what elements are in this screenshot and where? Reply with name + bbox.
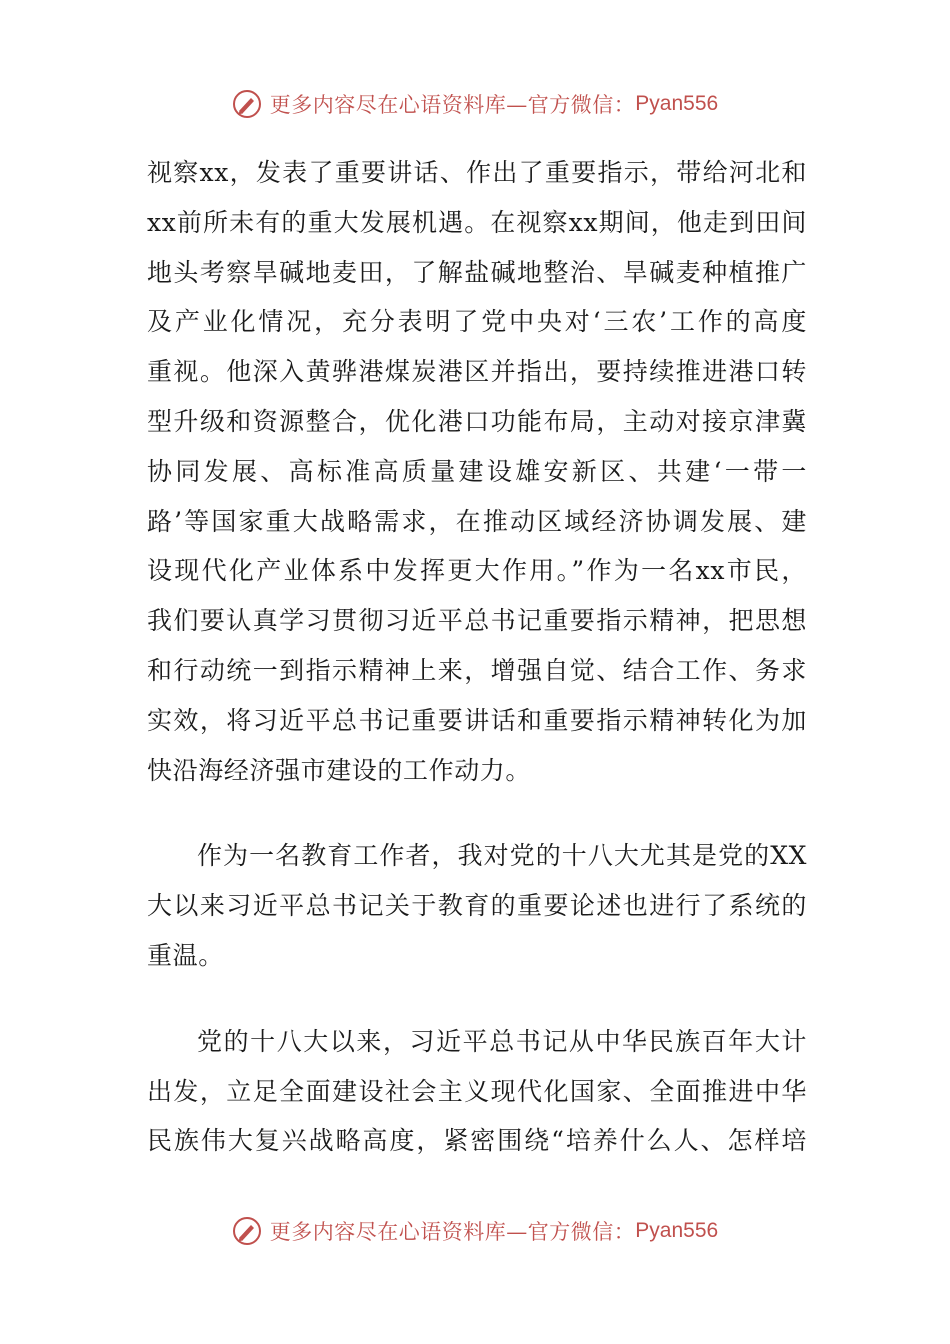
pen-logo-icon <box>232 89 262 119</box>
text-line: xx前所未有的重大发展机遇。在视察xx期间，他走到田间 <box>147 207 807 237</box>
text-line: 路’等国家重大战略需求，在推动区域经济协调发展、建 <box>147 506 807 536</box>
footer-watermark <box>0 1211 950 1251</box>
text-line: 党的十八大以来，习近平总书记从中华民族百年大计 <box>197 1026 807 1056</box>
watermark-handle: Pyan556 <box>635 1219 719 1242</box>
watermark-text: 更多内容尽在心语资料库—官方微信： <box>269 1220 636 1244</box>
header-watermark <box>0 84 950 124</box>
watermark-text: 更多内容尽在心语资料库—官方微信： <box>269 93 636 117</box>
text-line: 大以来习近平总书记关于教育的重要论述也进行了系统的 <box>147 891 807 921</box>
text-line: 型升级和资源整合，优化港口功能布局，主动对接京津冀 <box>147 406 807 436</box>
text-line: 出发，立足全面建设社会主义现代化国家、全面推进中华 <box>147 1076 807 1106</box>
paragraph-3 <box>147 1017 807 1166</box>
text-line: 协同发展、高标准高质量建设雄安新区、共建‘一带一 <box>147 456 807 486</box>
text-line: 作为一名教育工作者，我对党的十八大尤其是党的XX <box>197 841 807 871</box>
text-line: 重视。他深入黄骅港煤炭港区并指出，要持续推进港口转 <box>147 357 807 387</box>
text-line: 我们要认真学习贯彻习近平总书记重要指示精神，把思想 <box>147 606 807 636</box>
text-line: 民族伟大复兴战略高度，紧密围绕“培养什么人、怎样培 <box>147 1126 807 1156</box>
paragraph-1 <box>147 148 807 795</box>
text-line: 重温。 <box>147 940 224 970</box>
document-body <box>147 148 807 1166</box>
text-line: 实效，将习近平总书记重要讲话和重要指示精神转化为加 <box>147 705 807 735</box>
text-line: 和行动统一到指示精神上来，增强自觉、结合工作、务求 <box>147 655 807 685</box>
text-line: 地头考察旱碱地麦田，了解盐碱地整治、旱碱麦种植推广 <box>147 257 807 287</box>
watermark-handle: Pyan556 <box>635 92 719 115</box>
text-line: 视察xx，发表了重要讲话、作出了重要指示，带给河北和 <box>147 158 807 187</box>
text-line: 设现代化产业体系中发挥更大作用。”作为一名xx市民， <box>147 556 807 586</box>
pen-logo-icon <box>232 1216 262 1246</box>
paragraph-2 <box>147 831 807 980</box>
text-line: 及产业化情况，充分表明了党中央对‘三农’工作的高度 <box>147 307 807 337</box>
text-line: 快沿海经济强市建设的工作动力。 <box>147 755 532 785</box>
